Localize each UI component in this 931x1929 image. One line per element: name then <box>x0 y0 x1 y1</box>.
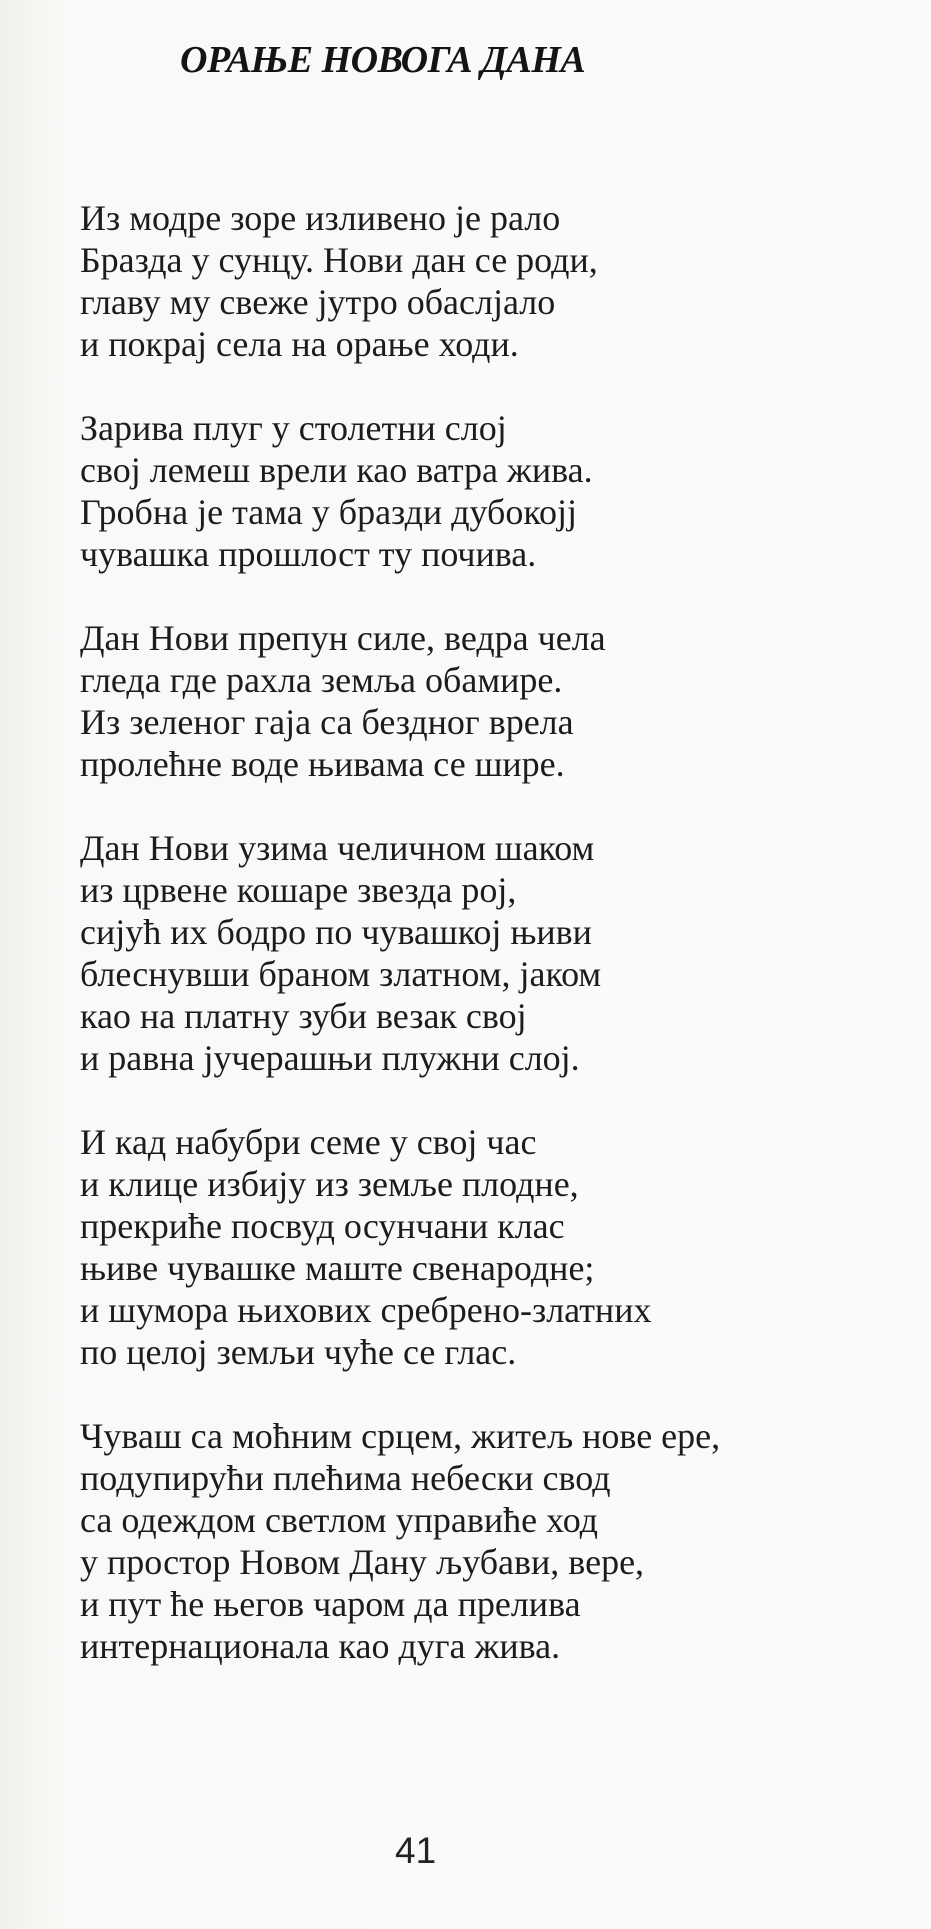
poem-line: чувашка прошлост ту почива. <box>80 534 537 574</box>
stanza <box>80 617 920 785</box>
stanza <box>80 1121 920 1373</box>
poem-line: и клице избију из земље плодне, <box>80 1164 579 1204</box>
poem-line: и покрај села на орање ходи. <box>80 324 519 364</box>
poem-line: као на платну зуби везак свој <box>80 996 527 1036</box>
stanza <box>80 407 920 575</box>
poem-line: сијућ их бодро по чувашкој њиви <box>80 912 592 952</box>
poem-line: Бразда у сунцу. Нови дан се роди, <box>80 240 598 280</box>
stanza <box>80 827 920 1079</box>
poem-line: и пут ће његов чаром да прелива <box>80 1584 581 1624</box>
poem-line: прекриће посвуд осунчани клас <box>80 1206 565 1246</box>
poem-line: И кад набубри семе у свој час <box>80 1122 537 1162</box>
poem-line: њиве чувашке маште свенародне; <box>80 1248 595 1288</box>
poem-line: и шумора њихових сребрено-златних <box>80 1290 652 1330</box>
poem-line: Из зеленог гаја са бездног врела <box>80 702 574 742</box>
poem-line: Из модре зоре изливено је рало <box>80 198 561 238</box>
poem-title: ОРАЊЕ НОВОГА ДАНА <box>180 39 586 81</box>
poem-line: Дан Нови узима челичном шаком <box>80 828 595 868</box>
stanza <box>80 1415 920 1667</box>
poem-line: главу му свеже јутро обаслјало <box>80 282 556 322</box>
stanza <box>80 197 920 365</box>
poem-line: по целој земљи чуће се глас. <box>80 1332 517 1372</box>
poem-line: у простор Новом Дану љубави, вере, <box>80 1542 645 1582</box>
poem-body <box>80 197 920 1709</box>
poem-line: из црвене кошаре звезда рој, <box>80 870 517 910</box>
poem-line: блеснувши браном златном, јаком <box>80 954 602 994</box>
page-number: 41 <box>395 1830 437 1871</box>
poem-line: подупирући плећима небески свод <box>80 1458 611 1498</box>
poem-line: гледа где рахла земља обамире. <box>80 660 563 700</box>
poem-line: Чуваш са моћним срцем, житељ нове ере, <box>80 1416 721 1456</box>
poem-line: Гробна је тама у бразди дубокојј <box>80 492 578 532</box>
poem-line: и равна јучерашњи плужни слој. <box>80 1038 580 1078</box>
poem-line: Дан Нови препун силе, ведра чела <box>80 618 606 658</box>
poem-line: интернационала као дуга жива. <box>80 1626 561 1666</box>
poem-line: Зарива плуг у столетни слој <box>80 408 507 448</box>
poem-line: пролећне воде њивама се шире. <box>80 744 565 784</box>
poem-line: са одеждом светлом управиће ход <box>80 1500 598 1540</box>
poem-line: свој лемеш врели као ватра жива. <box>80 450 593 490</box>
